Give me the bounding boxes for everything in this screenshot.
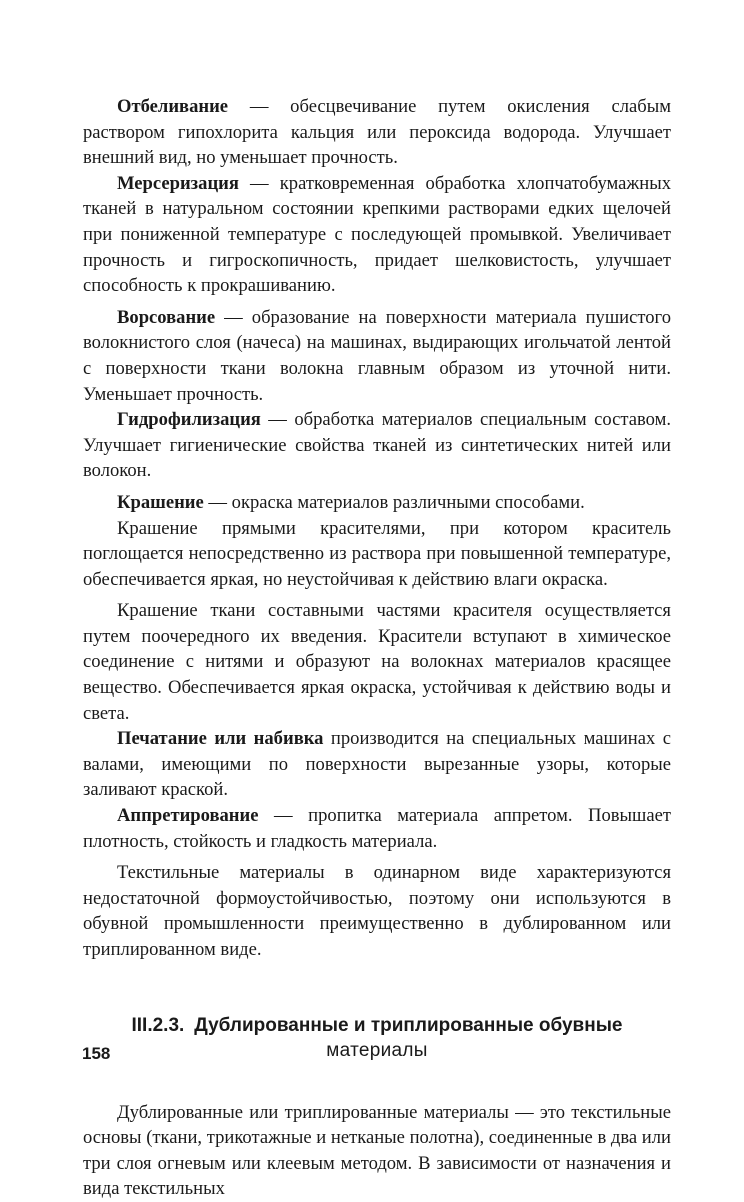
paragraph-raising	[83, 305, 671, 407]
paragraph-duplicated-materials	[83, 1100, 671, 1202]
paragraph-finishing	[83, 803, 671, 854]
paragraph-text: Крашение прямыми красителями, при котором краситель поглощается непосредственно из раствора при повышенной температуре, обеспечивается яркая, но неустойчивая к действию влаги окраска.	[83, 517, 671, 590]
paragraph-text: — обесцвечивание путем окисления слабым раствором гипохлорита кальция или пероксида водорода. Улучшает внешний вид, но уменьшает прочность.	[83, 96, 671, 169]
paragraph-text: — кратковременная обработка хлопчатобумажных тканей в натуральном состоянии крепкими растворами едких щелочей при пониженной температуре с последующей промывкой. Увеличивает прочность и гигроскопичность, придает шелковистость, улучшает способность к прокрашиванию.	[83, 172, 671, 297]
paragraph-text: — пропитка материала аппретом. Повышает плотность, стойкость и гладкость материала.	[83, 805, 671, 852]
section-number: III.2.3.	[131, 1014, 185, 1036]
section-title-line2: материалы	[326, 1039, 428, 1061]
term: Ворсование	[117, 306, 216, 328]
section-title-line1: Дублированные и триплированные обувные	[194, 1014, 623, 1036]
term: Мерсеризация	[117, 172, 239, 194]
page-number: 158	[82, 1044, 111, 1063]
paragraph-text: — обработка материалов специальным составом. Улучшает гигиенические свойства тканей из синтетических нитей или волокон.	[83, 409, 671, 482]
paragraph-mercerization	[83, 171, 671, 299]
paragraph-bleaching	[83, 94, 671, 171]
paragraph-single-layer	[83, 860, 671, 962]
paragraph-text: производится на специальных машинах с валами, имеющими по поверхности вырезанные узоры, которые заливают краской.	[83, 728, 671, 801]
paragraph-direct-dyeing	[83, 516, 671, 593]
paragraph-text: Текстильные материалы в одинарном виде характеризуются недостаточной формоустойчивостью, поэтому они используются в обувной промышленности преимущественно в дублированном или триплированном виде.	[83, 862, 671, 960]
paragraph-text: — образование на поверхности материала пушистого волокнистого слоя (начеса) на машинах, выдирающих игольчатой лентой с поверхности ткани волокна главным образом из уточной нити. Уменьшает прочность.	[83, 306, 671, 405]
paragraph-hydrophilization	[83, 407, 671, 484]
term: Отбеливание	[117, 96, 229, 117]
paragraph-dyeing	[83, 490, 671, 516]
section-heading	[83, 1013, 671, 1063]
paragraph-text: Крашение ткани составными частями красителя осуществляется путем поочередного их введения. Красители вступают в химическое соединение с нитями и образуют на волокнах материалов красящее вещество. Обеспечивается яркая окраска, устойчивая к действию воды и света.	[83, 600, 671, 724]
paragraph-component-dyeing	[83, 598, 671, 726]
paragraph-text: — окраска материалов различными способами.	[203, 491, 585, 513]
term: Аппретирование	[117, 805, 259, 827]
term: Печатание или набивка	[117, 728, 324, 750]
paragraph-printing	[83, 726, 671, 803]
term: Гидрофилизация	[117, 409, 261, 431]
paragraph-text: Дублированные или триплированные материалы — это текстильные основы (ткани, трикотажные и нетканые полотна), соединенные в два или три слоя огневым или клеевым методом. В зависимости от назначения и вида текстильных	[83, 1101, 671, 1200]
term: Крашение	[117, 491, 204, 513]
